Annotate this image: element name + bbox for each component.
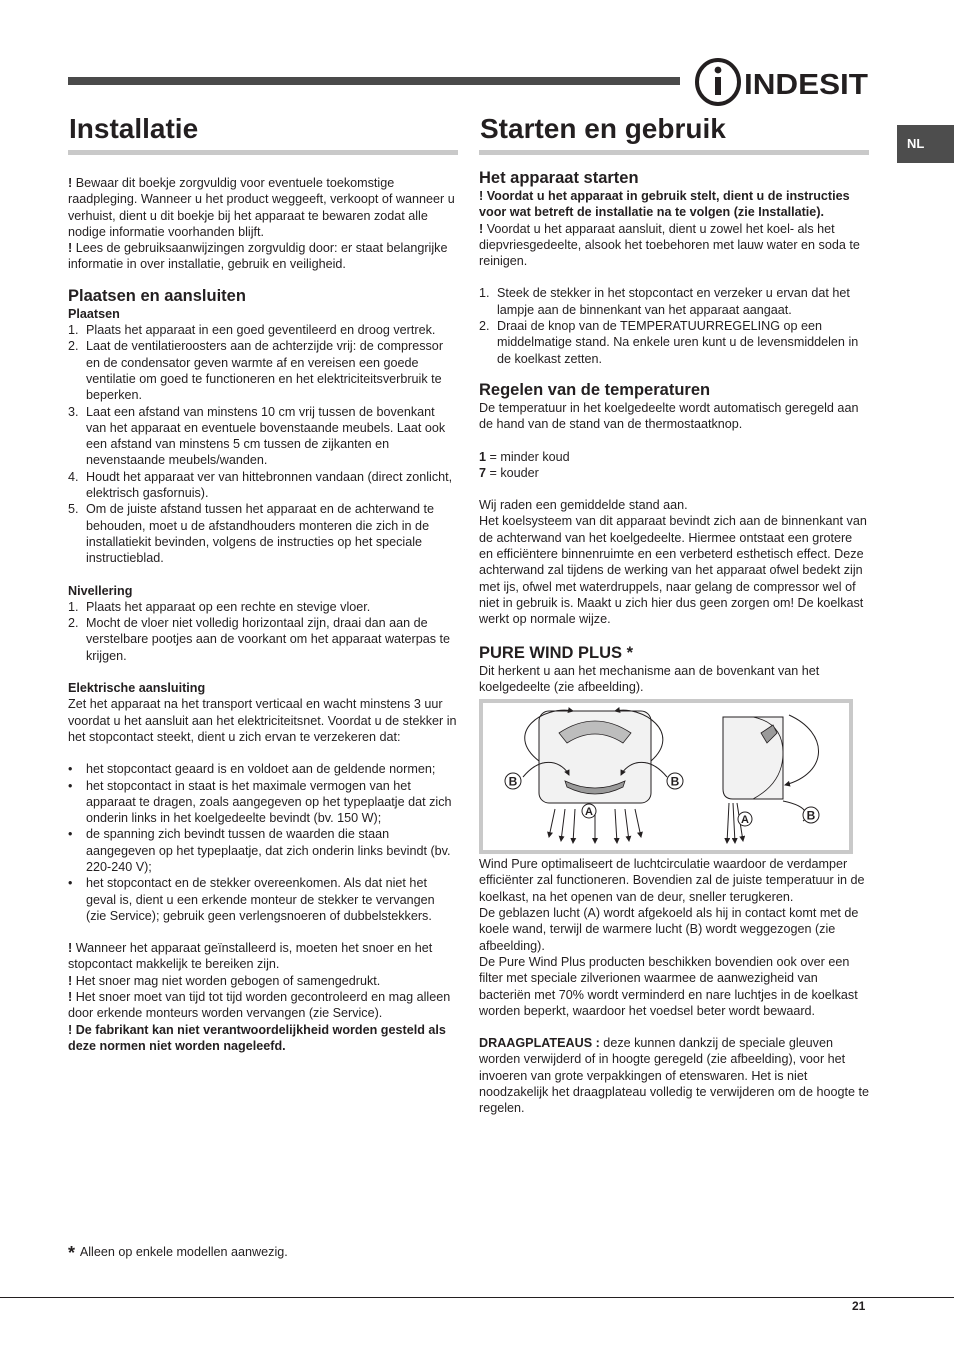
scale-item: 7 = kouder xyxy=(479,465,539,480)
list-item: 2. Draai de knop van de TEMPERATUURREGELING op een middelmatige stand. Na enkele uren kunt u de levensmiddelen in de koelkast zetten. xyxy=(479,319,859,366)
label-b: B xyxy=(508,774,518,789)
label-b: B xyxy=(806,808,816,823)
warning-paragraph: ! Het snoer mag niet worden gebogen of samengedrukt. xyxy=(68,973,381,988)
intro-paragraph: ! Lees de gebruiksaanwijzingen zorgvuldig door: er staat belangrijke informatie in over installatie, gebruik en veiligheid. xyxy=(68,241,448,272)
list-item: 1. Plaats het apparaat in een goed geventileerd en droog vertrek. xyxy=(68,323,436,338)
list-item: • het stopcontact geaard is en voldoet aan de geldende normen; xyxy=(68,762,436,777)
purewind-body: De Pure Wind Plus producten beschikken bovendien ook over een filter met speciale zilverionen waarmee de aanwezigheid van bacteriën met 70% wordt verminderd en nare luchtjes in de koelkast worden beperkt, waardoor het voedsel beter wordt bewaard. xyxy=(479,954,858,1018)
footer-rule xyxy=(0,1297,954,1298)
purewind-figure xyxy=(479,699,853,854)
list-item: • het stopcontact en de stekker overeenkomen. Als dat niet het geval is, dient u een erkende monteur de stekker te vervangen (zie Service); gebruik geen verlengsnoeren of dubbelstekkers. xyxy=(68,876,435,923)
section-title-start: Het apparaat starten xyxy=(479,169,639,187)
section-title-temperature: Regelen van de temperaturen xyxy=(479,380,711,399)
purewind-body: Wind Pure optimaliseert de luchtcirculatie waardoor de verdamper efficiënter zal functioneren. Bovendien zal de juiste temperatuur in de koelkast, na het openen van de deur, sneller terugkeren. xyxy=(479,857,865,904)
list-item: 1. Steek de stekker in het stopcontact en verzeker u ervan dat het lampje aan de binnenkant van het apparaat aangaat. xyxy=(479,286,850,317)
placing-list xyxy=(68,322,458,566)
start-steps xyxy=(479,285,869,366)
levelling-subtitle: Nivellering xyxy=(68,583,133,598)
temperature-intro: De temperatuur in het koelgedeelte wordt automatisch geregeld aan de hand van de stand van de thermostaatknop. xyxy=(479,400,859,432)
temperature-advice: Wij raden een gemiddelde stand aan. xyxy=(479,498,688,513)
footnote: * Alleen op enkele modellen aanwezig. xyxy=(68,1243,288,1263)
list-item: 2. Laat de ventilatieroosters aan de achterzijde vrij: de compressor en de condensator geven warmte af en vereisen een goede ventilatie om goed te functioneren en het elektriciteitsverbruik te beperken. xyxy=(68,339,444,403)
indesit-logo xyxy=(694,57,870,107)
list-item: 5. Om de juiste afstand tussen het apparaat en de achterwand te behouden, moet u de afstandhouders monteren die zich in de installatiekit bevinden, volgens de instructies op het speciale instructieblad. xyxy=(68,502,434,566)
list-item: • de spanning zich bevindt tussen de waarden die staan aangegeven op het typeplaatje, dat zich onderin links bevindt (bv. 220-240 V); xyxy=(68,827,451,874)
brand-name: INDESIT xyxy=(744,69,869,101)
warning-paragraph: ! Wanneer het apparaat geïnstalleerd is, moeten het snoer en het stopcontact makkelijk te bereiken zijn. xyxy=(68,941,433,972)
list-item: • het stopcontact in staat is het maximale vermogen van het apparaat te dragen, zoals aangegeven op het typeplaatje dat zich onderin links in het koelgedeelte bevindt (bv. 150 W); xyxy=(68,778,452,826)
start-note: ! Voordat u het apparaat aansluit, dient u zowel het koel- als het diepvriesgedeelte, alsook het toebehoren met lauw water en soda te reinigen. xyxy=(479,221,860,269)
installation-column xyxy=(68,112,458,1054)
placing-subtitle: Plaatsen xyxy=(68,306,120,321)
list-item: 4. Houdt het apparaat ver van hittebronnen vandaan (direct zonlicht, elektrisch gasfornuis). xyxy=(68,469,453,501)
label-a: A xyxy=(741,814,749,827)
list-item: 3. Laat een afstand van minstens 10 cm vrij tussen de bovenkant van het apparaat en eventuele bovenstaande meubels. Laat ook een afstand van minstens 5 cm tussen de zijkanten en nevenstaande meubels/wanden. xyxy=(68,404,446,468)
list-item: 2. Mocht de vloer niet volledig horizontaal zijn, draai dan aan de verstelbare pootjes aan de voorkant om het apparaat waterpas te krijgen. xyxy=(68,616,451,663)
page-number: 21 xyxy=(852,1299,866,1313)
list-item: 1. Plaats het apparaat op een rechte en stevige vloer. xyxy=(68,599,371,614)
purewind-intro: Dit herkent u aan het mechanisme aan de bovenkant van het koelgedeelte (zie afbeelding). xyxy=(479,663,820,694)
electrical-intro: Zet het apparaat na het transport verticaal en wacht minstens 3 uur voordat u het aansluit aan het elektriciteitsnet. Voordat u de stekker in het stopcontact steekt, dient u zich ervan te verzekeren dat: xyxy=(68,697,457,744)
label-a: A xyxy=(585,806,593,819)
intro-paragraph: ! Bewaar dit boekje zorgvuldig voor eventuele toekomstige raadpleging. Wanneer u het product weggeeft, verkoopt of wanneer u verhuist, dient u dit boekje bij het apparaat te bewaren zodat alle nodige informatie voorhanden blijft. xyxy=(68,176,455,239)
liability-warning: ! De fabrikant kan niet verantwoordelijkheid worden gesteld als deze normen niet worden nageleefd. xyxy=(68,1022,446,1053)
header-bar xyxy=(68,77,680,85)
start-bold-note: ! Voordat u het apparaat in gebruik stelt, dient u de instructies voor wat betreft de installatie na te volgen (zie Installatie). xyxy=(479,189,850,220)
label-b: B xyxy=(670,774,680,789)
shelves-paragraph: DRAAGPLATEAUS : deze kunnen dankzij de speciale gleuven worden verwijderd of in hoogte geregeld (zie afbeelding), voor het invoeren van grote verpakkingen of etenswaren. Het is niet noodzakelijk het draagplateau volledig te verwijderen om de hoogte te regelen. xyxy=(479,1036,869,1116)
purewind-body: De geblazen lucht (A) wordt afgekoeld als hij in contact komt met de koele wand, terwijl de warmere lucht (B) wordt weggezogen (zie afbeelding). xyxy=(479,906,859,953)
section-title-placing: Plaatsen en aansluiten xyxy=(68,286,246,305)
electrical-subtitle: Elektrische aansluiting xyxy=(68,681,206,696)
scale-item: 1 = minder koud xyxy=(479,449,570,464)
start-use-title: Starten en gebruik xyxy=(479,112,869,155)
temperature-body: Het koelsysteem van dit apparaat bevindt zich aan de binnenkant van de achterwand van het koelgedeelte. Hiermee ontstaat een grotere en efficiëntere binnenruimte en een verbeterd esthetisch effect. Deze achterwand zal tijdens de werking van het apparaat ofwel bedekt zijn met ijs, ofwel met waterdruppels, naar gelang de compressor wel of niet in gebruik is. Maakt u zich hier dus geen zorgen om! De koelkast werkt op normale wijze. xyxy=(479,514,867,627)
start-use-column xyxy=(479,112,869,1117)
language-tab: NL xyxy=(897,125,954,163)
warning-paragraph: ! Het snoer moet van tijd tot tijd worden gecontroleerd en mag alleen door erkende monteurs worden vervangen (zie Service). xyxy=(68,990,451,1021)
airflow-diagram xyxy=(483,703,849,850)
section-title-purewind: PURE WIND PLUS * xyxy=(479,643,634,662)
electrical-bullets xyxy=(68,761,458,924)
levelling-list xyxy=(68,599,458,664)
installation-title: Installatie xyxy=(68,112,458,155)
